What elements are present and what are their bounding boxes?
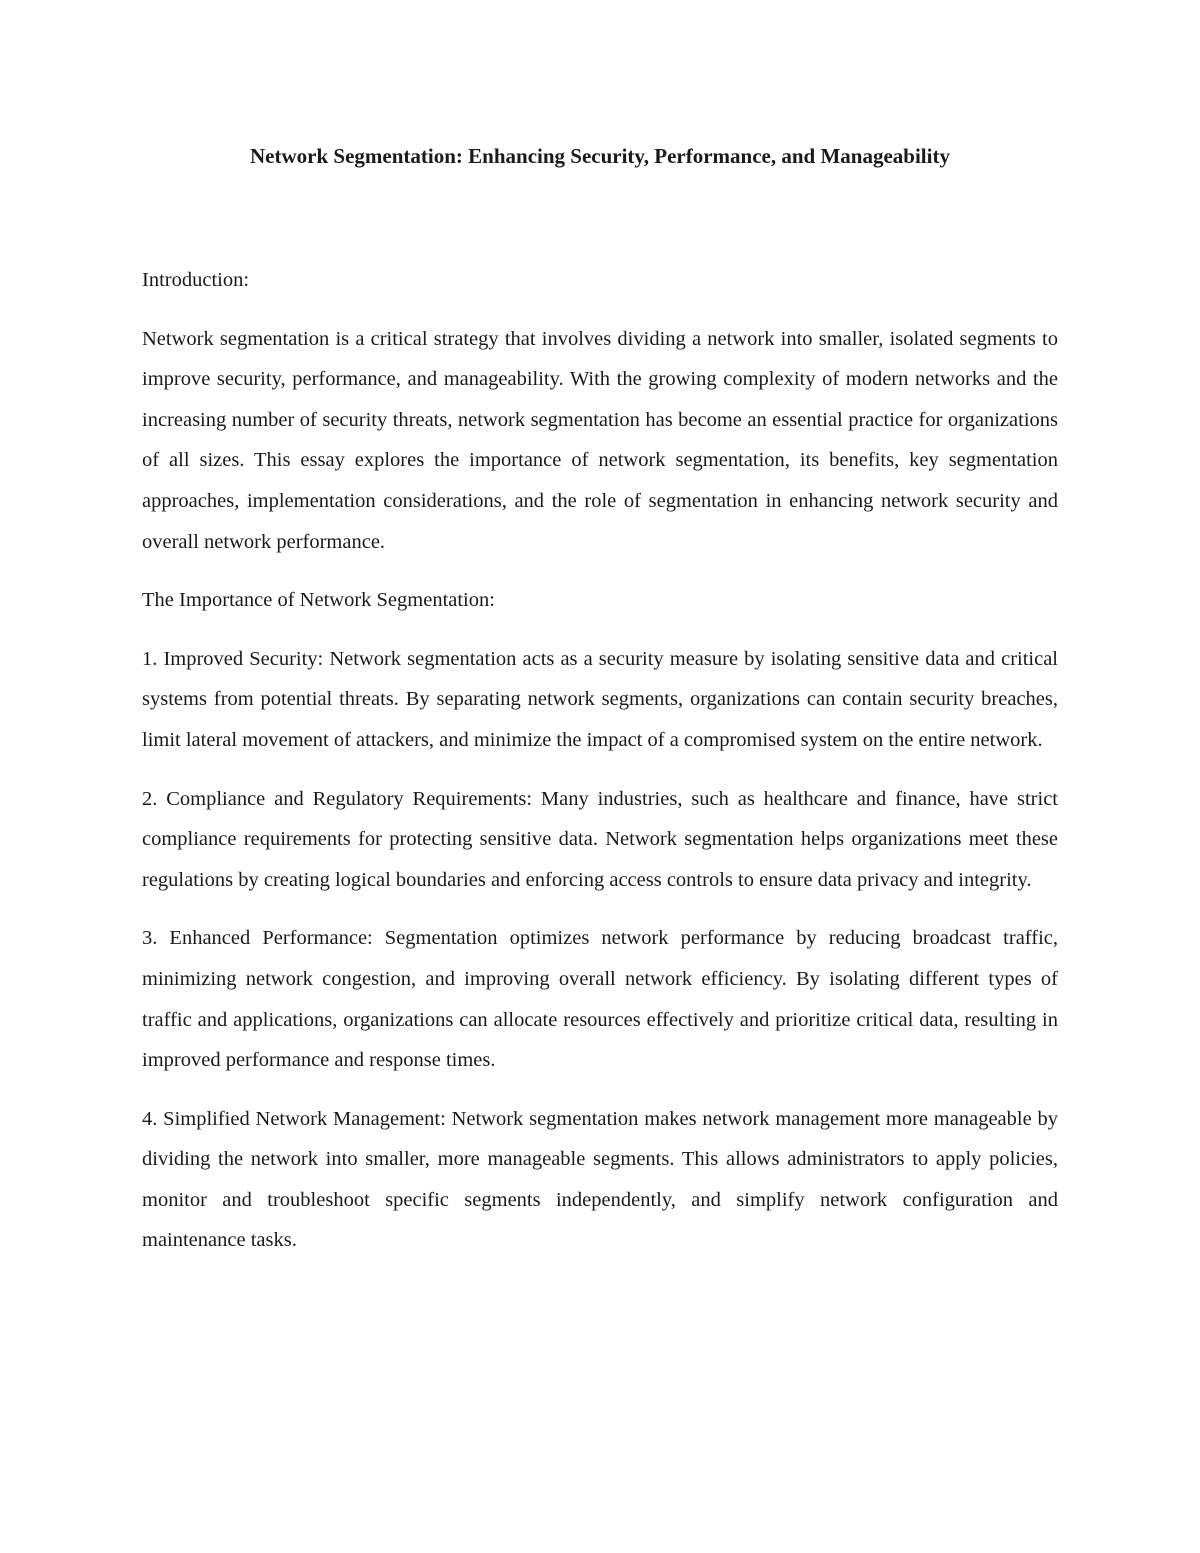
introduction-heading: Introduction: xyxy=(142,269,250,291)
list-item: 4. Simplified Network Management: Network segmentation makes network management more manageable by dividing the network into smaller, more manageable segments. This allows administrators to apply policies, monitor and troubleshoot specific segments independently, and simplify network configuration and maintenance tasks. xyxy=(142,1107,1058,1252)
list-item: 1. Improved Security: Network segmentation acts as a security measure by isolating sensitive data and critical systems from potential threats. By separating network segments, organizations can contain security breaches, limit lateral movement of attackers, and minimize the impact of a compromised system on the entire network. xyxy=(142,647,1058,751)
list-item: 2. Compliance and Regulatory Requirements: Many industries, such as healthcare and finance, have strict compliance requirements for protecting sensitive data. Network segmentation helps organizations meet these regulations by creating logical boundaries and enforcing access controls to ensure data privacy and integrity. xyxy=(142,787,1058,891)
importance-heading: The Importance of Network Segmentation: xyxy=(142,589,495,612)
document-title: Network Segmentation: Enhancing Security, Performance, and Manageability xyxy=(250,144,950,168)
introduction-paragraph: Network segmentation is a critical strategy that involves dividing a network into smaller, isolated segments to improve security, performance, and manageability. With the growing complexity of modern networks and the increasing number of security threats, network segmentation has become an essential practice for organizations of all sizes. This essay explores the importance of network segmentation, its benefits, key segmentation approaches, implementation considerations, and the role of segmentation in enhancing network security and overall network performance. xyxy=(142,327,1058,553)
document-body xyxy=(142,260,1058,1279)
list-item: 3. Enhanced Performance: Segmentation optimizes network performance by reducing broadcast traffic, minimizing network congestion, and improving overall network efficiency. By isolating different types of traffic and applications, organizations can allocate resources effectively and prioritize critical data, resulting in improved performance and response times. xyxy=(142,927,1058,1072)
